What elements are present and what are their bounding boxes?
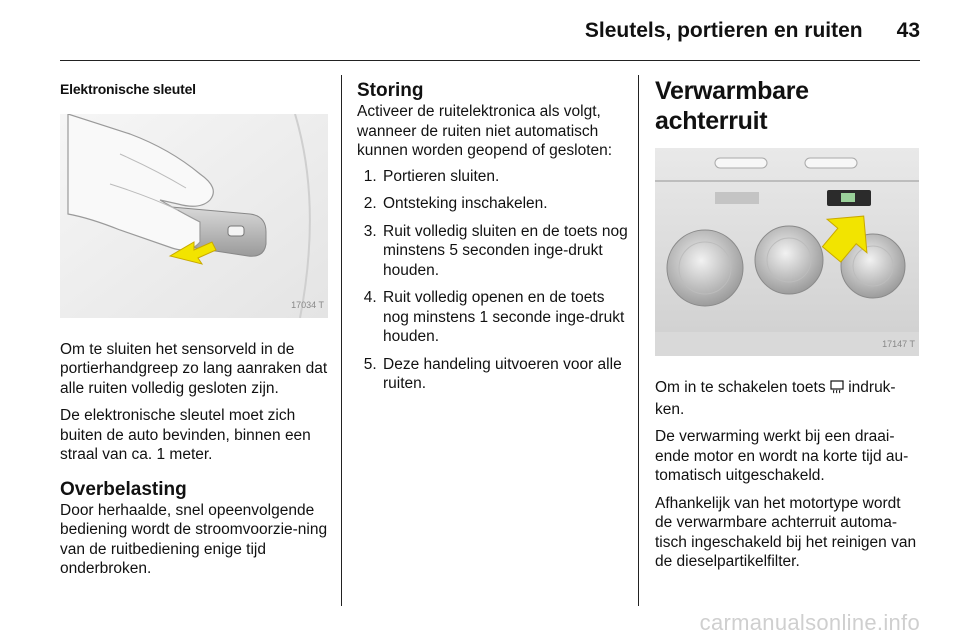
figure-code: 17147 T	[882, 338, 915, 349]
column-electronic-key	[60, 76, 330, 587]
list-item: 2. Ontsteking inschakelen.	[381, 194, 629, 214]
section-heading-malfunction: Storing	[357, 80, 424, 101]
column-divider-1	[341, 75, 342, 606]
paragraph-overload: Door herhaalde, snel opeenvolgende bediening wordt de stroomvoorzie-ning van de ruitbediening enige tijd onderbroken.	[60, 501, 328, 577]
list-item: 5. Deze handeling uitvoeren voor alle ruiten.	[381, 355, 629, 394]
watermark: carmanualsonline.info	[699, 610, 920, 635]
control-panel-illustration	[655, 148, 919, 356]
column-divider-2	[638, 75, 639, 606]
page-title: Sleutels, portieren en ruiten	[584, 19, 863, 42]
section-heading-electronic-key: Elektronische sleutel	[60, 81, 196, 97]
paragraph-heating-behaviour: De verwarming werkt bij een draai-ende motor en wordt na korte tijd au-tomatisch uitgeschakeld.	[655, 428, 909, 484]
figure-code: 17034 T	[291, 300, 324, 310]
list-item: 1. Portieren sluiten.	[381, 167, 629, 187]
page-number: 43	[896, 19, 920, 42]
header-divider	[60, 60, 920, 61]
door-handle-illustration	[60, 114, 328, 318]
paragraph-key-range: De elektronische sleutel moet zich buiten de auto bevinden, binnen een straal van ca. 1 meter.	[60, 407, 311, 463]
control-panel-figure	[655, 148, 919, 356]
door-handle-figure	[60, 114, 328, 318]
page-header	[60, 16, 920, 46]
paragraph-close-instructions: Om te sluiten het sensorveld in de portierhandgreep zo lang aanraken dat alle ruiten volledig gesloten zijn.	[60, 340, 328, 397]
paragraph-malfunction-intro: Activeer de ruitelektronica als volgt, wanneer de ruiten niet automatisch kunnen worden geopend of gesloten:	[357, 103, 613, 159]
paragraph-engine-type: Afhankelijk van het motortype wordt de verwarmbare achterruit automa-tisch ingeschakeld bij het reinigen van de dieselpartikelfilter.	[655, 494, 917, 570]
rear-window-heater-icon	[830, 380, 844, 400]
malfunction-steps	[357, 167, 629, 394]
paragraph-switch-on: Om in te schakelen toets indruk-ken.	[655, 379, 896, 418]
list-item: 4. Ruit volledig openen en de toets nog minstens 1 seconde inge-drukt houden.	[381, 288, 629, 347]
section-heading-heated-rear-window: Verwarmbare achterruit	[655, 77, 809, 135]
column-malfunction	[357, 76, 629, 402]
column-heated-rear-window	[655, 76, 921, 580]
list-item: 3. Ruit volledig sluiten en de toets nog minstens 5 seconden inge-drukt houden.	[381, 222, 629, 281]
section-heading-overload: Overbelasting	[60, 478, 187, 500]
